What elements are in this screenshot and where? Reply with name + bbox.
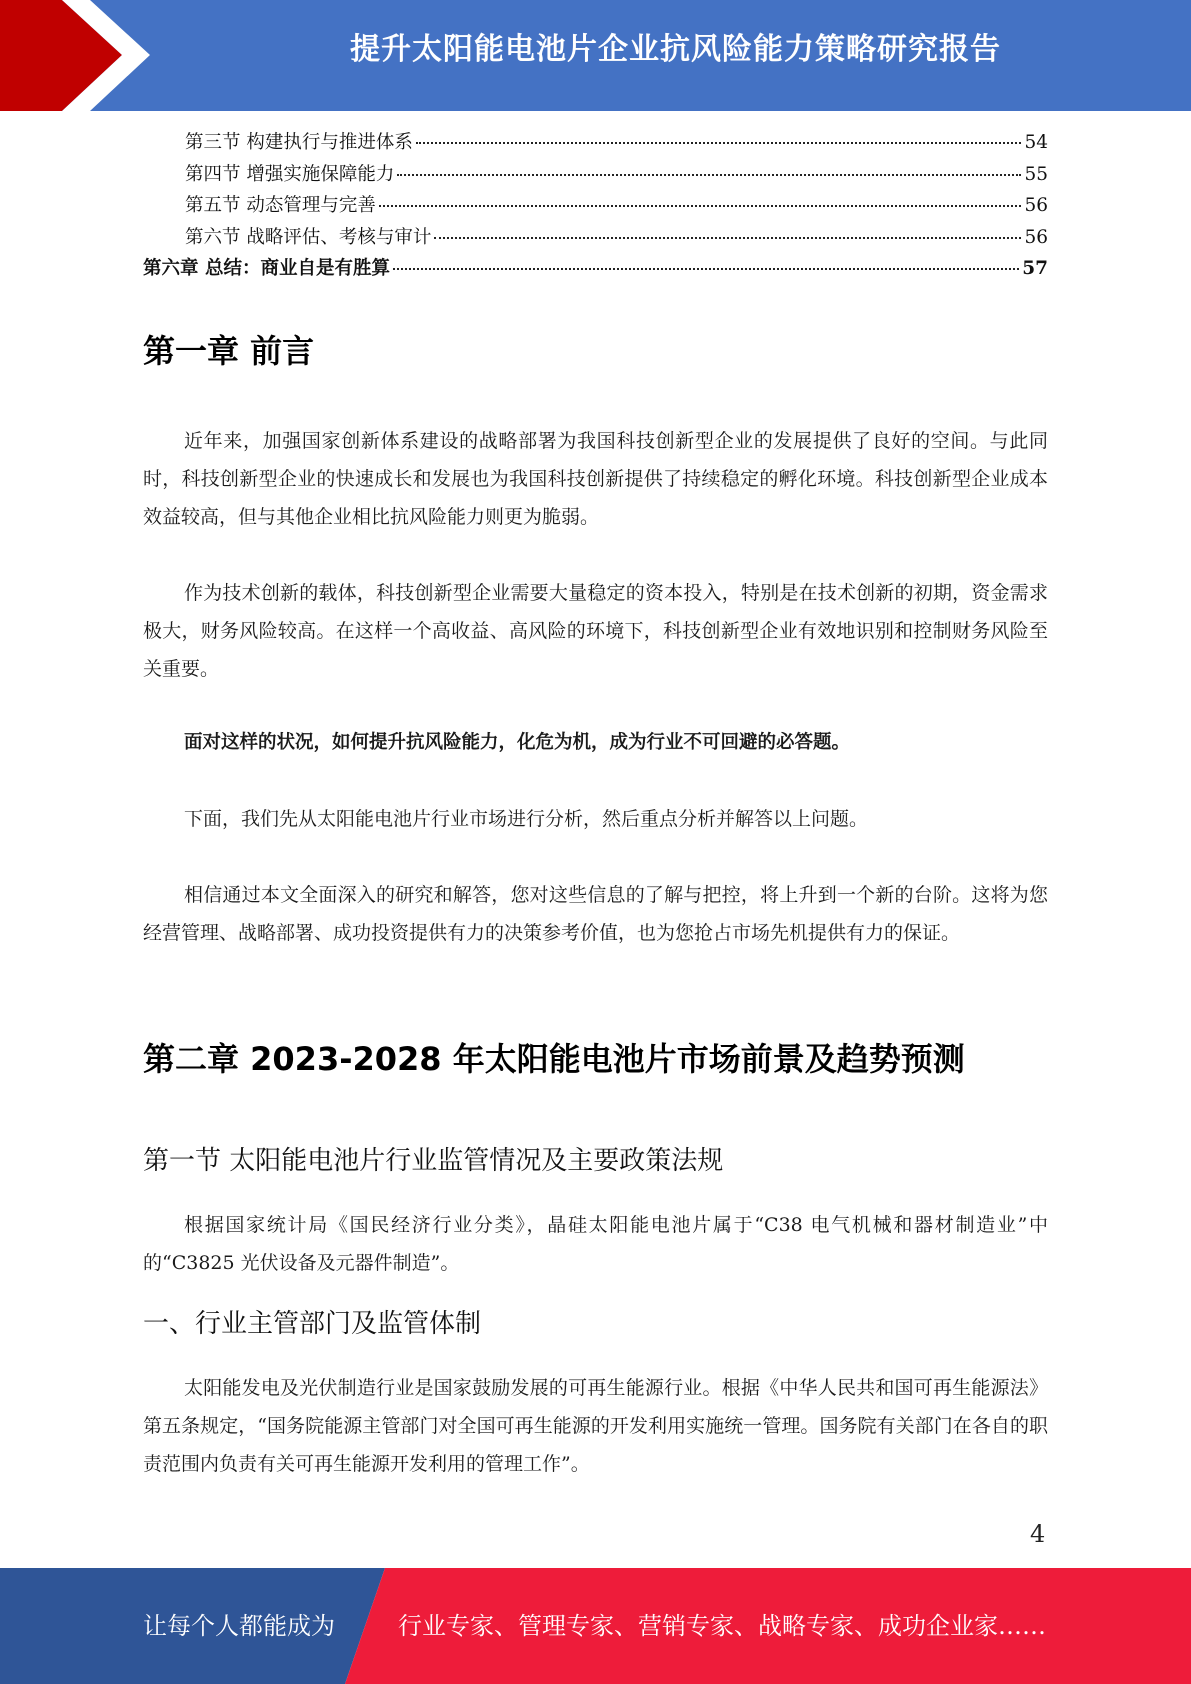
chapter-2-title: 第二章 2023-2028 年太阳能电池片市场前景及趋势预测 [143, 1040, 965, 1078]
toc-entry[interactable] [143, 160, 1048, 192]
chapter-1-paragraph-2: 作为技术创新的载体，科技创新型企业需要大量稳定的资本投入，特别是在技术创新的初期，资金需求极大，财务风险较高。在这样一个高收益、高风险的环境下，科技创新型企业有效地识别和控制财务风险至关重要。 [143, 582, 1048, 680]
section-1-paragraph: 根据国家统计局《国民经济行业分类》，晶硅太阳能电池片属于“C38 电气机械和器材制造业”中的“C3825 光伏设备及元器件制造”。 [143, 1214, 1048, 1274]
toc-leader-dots [434, 237, 1021, 239]
toc-entry-page: 56 [1024, 226, 1048, 248]
page-number: 4 [1030, 1520, 1046, 1548]
toc-entry-page: 56 [1024, 195, 1048, 216]
toc-leader-dots [416, 142, 1022, 144]
toc-entry[interactable] [143, 191, 1048, 223]
toc-entry-label: 第五节 动态管理与完善 [185, 195, 376, 216]
toc-entry-label: 第六节 战略评估、考核与审计 [185, 226, 432, 248]
footer-slogan-right: 行业专家、管理专家、营销专家、战略专家、成功企业家…… [398, 1612, 1046, 1640]
toc-entry-chapter[interactable] [143, 254, 1048, 286]
toc-entry-page: 57 [1022, 258, 1048, 279]
toc-entry-label: 第三节 构建执行与推进体系 [185, 132, 413, 153]
chapter-1-paragraph-4: 相信通过本文全面深入的研究和解答，您对这些信息的了解与把控，将上升到一个新的台阶。这将为您经营管理、战略部署、成功投资提供有力的决策参考价值，也为您抢占市场先机提供有力的保证。 [143, 884, 1048, 944]
page-header [0, 0, 1191, 111]
chapter-1-title: 第一章 前言 [143, 332, 315, 370]
subsection-1-title: 一、行业主管部门及监管体制 [143, 1309, 482, 1339]
toc-entry-page: 54 [1024, 132, 1048, 153]
table-of-contents [143, 128, 1048, 286]
toc-leader-dots [379, 205, 1022, 207]
toc-entry[interactable] [143, 223, 1048, 255]
footer-slogan-left: 让每个人都能成为 [143, 1612, 335, 1640]
toc-entry-page: 55 [1024, 163, 1048, 185]
page-footer [0, 1568, 1191, 1684]
toc-leader-dots [397, 174, 1021, 176]
toc-entry[interactable] [143, 128, 1048, 160]
section-1-title: 第一节 太阳能电池片行业监管情况及主要政策法规 [143, 1146, 724, 1176]
chapter-1-paragraph-3: 下面，我们先从太阳能电池片行业市场进行分析，然后重点分析并解答以上问题。 [184, 808, 869, 830]
header-title: 提升太阳能电池片企业抗风险能力策略研究报告 [350, 32, 1001, 67]
toc-entry-label: 第四节 增强实施保障能力 [185, 163, 395, 185]
subsection-1-paragraph: 太阳能发电及光伏制造行业是国家鼓励发展的可再生能源行业。根据《中华人民共和国可再生能源法》第五条规定，“国务院能源主管部门对全国可再生能源的开发利用实施统一管理。国务院有关部门在各自的职责范围内负责有关可再生能源开发利用的管理工作”。 [143, 1377, 1048, 1475]
toc-leader-dots [393, 268, 1019, 270]
chapter-1-highlight: 面对这样的状况，如何提升抗风险能力，化危为机，成为行业不可回避的必答题。 [184, 732, 851, 753]
chapter-1-paragraph-1: 近年来，加强国家创新体系建设的战略部署为我国科技创新型企业的发展提供了良好的空间。与此同时，科技创新型企业的快速成长和发展也为我国科技创新提供了持续稳定的孵化环境。科技创新型企业成本效益较高，但与其他企业相比抗风险能力则更为脆弱。 [143, 430, 1048, 528]
toc-entry-label: 第六章 总结：商业自是有胜算 [143, 258, 390, 279]
